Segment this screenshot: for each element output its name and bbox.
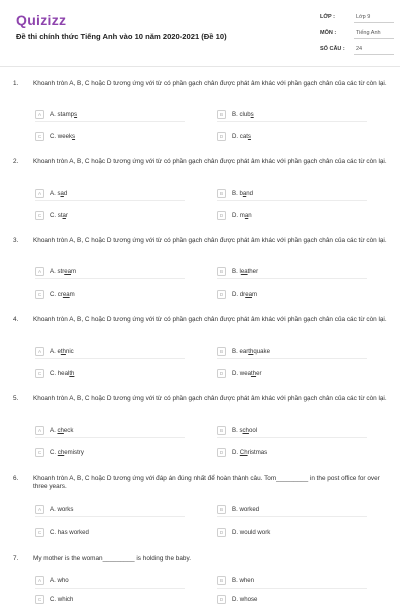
meta-value: Lớp 9	[356, 14, 371, 20]
question-number: 2.	[13, 158, 19, 165]
option-letter-box: D	[217, 290, 226, 299]
question-text: Khoanh tròn A, B, C hoặc D tương ứng với từ có phần gạch chân được phát âm khác với phần gạch chân của các từ còn lại.	[33, 395, 387, 402]
option-text: C. cream	[50, 290, 75, 298]
option-d[interactable]	[217, 593, 257, 605]
option-divider	[217, 278, 367, 279]
option-d[interactable]	[217, 130, 251, 142]
meta-label: MÔN :	[320, 30, 337, 36]
option-c[interactable]	[35, 288, 75, 300]
question-text: Khoanh tròn A, B, C hoặc D tương ứng với đáp án đúng nhất để hoàn thành câu. Tom_________ in the post office for over three years.	[33, 475, 380, 490]
option-text: B. school	[232, 426, 258, 434]
option-letter-box: A	[35, 426, 44, 435]
question-text: My mother is the woman_________ is holding the baby.	[33, 555, 191, 562]
option-letter-box: B	[217, 189, 226, 198]
option-text: A. ethnic	[50, 347, 74, 355]
option-text: B. leather	[232, 267, 259, 275]
question-number: 5.	[13, 395, 19, 402]
question-number: 4.	[13, 316, 19, 323]
option-divider	[35, 516, 185, 517]
option-d[interactable]	[217, 367, 261, 379]
question-text: Khoanh tròn A, B, C hoặc D tương ứng với từ có phần gạch chân được phát âm khác với phần gạch chân của các từ còn lại.	[33, 237, 387, 244]
meta-underline	[354, 22, 394, 23]
option-b[interactable]	[217, 424, 257, 436]
option-text: A. sad	[50, 189, 68, 197]
option-d[interactable]	[217, 446, 267, 458]
option-letter-box: B	[217, 426, 226, 435]
option-divider	[35, 278, 185, 279]
question-text: Khoanh tròn A, B, C hoặc D tương ứng với từ có phần gạch chân được phát âm khác với phần gạch chân của các từ còn lại.	[33, 316, 387, 323]
question-number: 3.	[13, 237, 19, 244]
option-c[interactable]	[35, 367, 74, 379]
option-letter-box: A	[35, 267, 44, 276]
option-text: D. would work	[232, 528, 271, 536]
option-text: C. star	[50, 211, 68, 219]
option-letter-box: B	[217, 505, 226, 514]
option-letter-box: A	[35, 347, 44, 356]
option-divider	[217, 200, 367, 201]
question-text: Khoanh tròn A, B, C hoặc D tương ứng với từ có phần gạch chân được phát âm khác với phần gạch chân của các từ còn lại.	[33, 80, 387, 87]
option-b[interactable]	[217, 108, 254, 120]
option-divider	[35, 121, 185, 122]
option-letter-box: C	[35, 369, 44, 378]
option-c[interactable]	[35, 209, 68, 221]
option-text: C. weeks	[50, 132, 76, 140]
option-divider	[217, 121, 367, 122]
option-letter-box: D	[217, 448, 226, 457]
option-letter-box: A	[35, 505, 44, 514]
meta-underline	[354, 54, 394, 55]
option-divider	[217, 358, 367, 359]
worksheet-header	[0, 0, 400, 64]
header-divider	[0, 66, 400, 67]
option-text: C. which	[50, 595, 74, 603]
option-letter-box: A	[35, 189, 44, 198]
option-b[interactable]	[217, 187, 253, 199]
option-letter-box: C	[35, 595, 44, 604]
option-b[interactable]	[217, 265, 258, 277]
option-text: C. has worked	[50, 528, 89, 536]
option-a[interactable]	[35, 574, 69, 586]
option-letter-box: C	[35, 211, 44, 220]
option-divider	[217, 437, 367, 438]
option-text: B. band	[232, 189, 254, 197]
meta-value: Tiếng Anh	[356, 30, 381, 36]
option-b[interactable]	[217, 574, 254, 586]
option-letter-box: A	[35, 110, 44, 119]
question-number: 6.	[13, 475, 19, 482]
option-letter-box: D	[217, 595, 226, 604]
option-text: A. works	[50, 505, 74, 513]
option-text: D. Christmas	[232, 448, 268, 456]
option-text: A. check	[50, 426, 74, 434]
option-text: C. health	[50, 369, 75, 377]
option-divider	[35, 588, 185, 589]
option-text: D. weather	[232, 369, 262, 377]
option-a[interactable]	[35, 503, 73, 515]
option-letter-box: D	[217, 211, 226, 220]
question-text: Khoanh tròn A, B, C hoặc D tương ứng với từ có phần gạch chân được phát âm khác với phần gạch chân của các từ còn lại.	[33, 158, 387, 165]
option-letter-box: A	[35, 576, 44, 585]
meta-underline	[354, 38, 394, 39]
meta-label: SỐ CÂU :	[320, 46, 345, 52]
option-text: D. cats	[232, 132, 251, 140]
option-a[interactable]	[35, 424, 73, 436]
option-divider	[35, 437, 185, 438]
option-text: B. clubs	[232, 110, 254, 118]
option-b[interactable]	[217, 345, 270, 357]
option-a[interactable]	[35, 187, 67, 199]
option-letter-box: D	[217, 528, 226, 537]
option-divider	[35, 200, 185, 201]
option-c[interactable]	[35, 526, 89, 538]
option-text: A. stream	[50, 267, 77, 275]
meta-label: LỚP :	[320, 14, 335, 20]
option-c[interactable]	[35, 593, 73, 605]
option-text: B. worked	[232, 505, 260, 513]
option-a[interactable]	[35, 345, 74, 357]
option-letter-box: C	[35, 290, 44, 299]
option-letter-box: B	[217, 267, 226, 276]
worksheet-title: Đề thi chính thức Tiếng Anh vào 10 năm 2020-2021 (Đề 10)	[16, 32, 227, 41]
option-d[interactable]	[217, 288, 257, 300]
option-letter-box: C	[35, 132, 44, 141]
option-text: D. dream	[232, 290, 258, 298]
option-d[interactable]	[217, 526, 270, 538]
option-letter-box: B	[217, 576, 226, 585]
option-text: B. when	[232, 576, 255, 584]
option-c[interactable]	[35, 130, 75, 142]
option-letter-box: C	[35, 448, 44, 457]
option-c[interactable]	[35, 446, 84, 458]
option-a[interactable]	[35, 108, 77, 120]
option-text: A. stamps	[50, 110, 78, 118]
option-divider	[35, 358, 185, 359]
question-number: 7.	[13, 555, 19, 562]
option-letter-box: D	[217, 369, 226, 378]
option-b[interactable]	[217, 503, 259, 515]
question-number: 1.	[13, 80, 19, 87]
option-letter-box: C	[35, 528, 44, 537]
option-text: D. man	[232, 211, 252, 219]
option-a[interactable]	[35, 265, 76, 277]
option-letter-box: B	[217, 347, 226, 356]
option-text: B. earthquake	[232, 347, 270, 355]
option-text: C. chemistry	[50, 448, 84, 456]
option-letter-box: B	[217, 110, 226, 119]
option-text: D. whose	[232, 595, 258, 603]
meta-value: 24	[356, 46, 363, 52]
quizizz-logo: Quizizz	[16, 12, 67, 28]
option-text: A. who	[50, 576, 69, 584]
option-divider	[217, 588, 367, 589]
option-letter-box: D	[217, 132, 226, 141]
option-divider	[217, 516, 367, 517]
option-d[interactable]	[217, 209, 252, 221]
